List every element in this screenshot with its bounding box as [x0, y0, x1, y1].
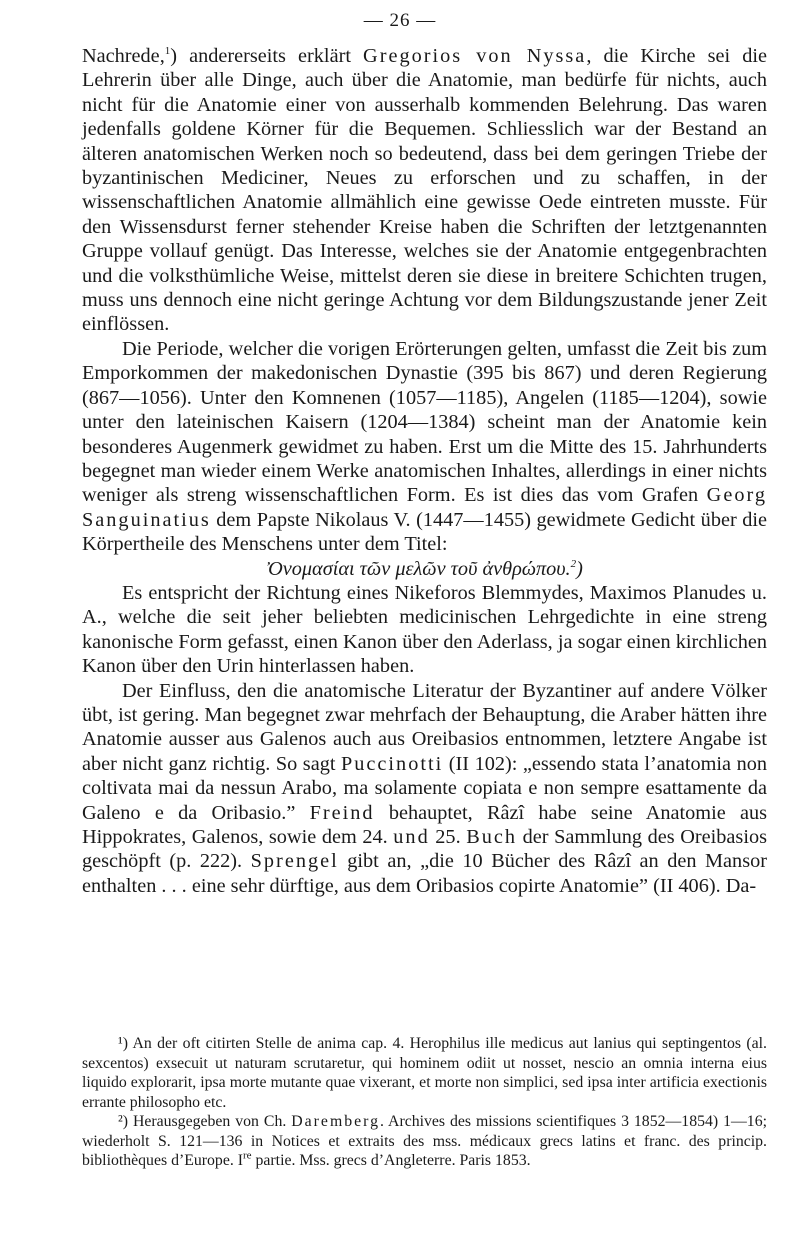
text-run: dem Papste Nikolaus V. (1447—1455) gewidmete Gedicht über die Körpertheile des Menschens unter dem Titel:	[82, 508, 767, 556]
greek-title	[82, 557, 767, 581]
text-run: Ὀνομασίαι τῶν μελῶν τοῦ ἀνθρώπου.	[266, 557, 571, 580]
text-run: Nachrede,	[82, 45, 165, 67]
emphasized-name: Daremberg	[291, 1113, 381, 1130]
footnote	[82, 1034, 767, 1112]
text-run: )	[576, 557, 583, 580]
text-run: . Archives des missions scientifiques 3 1852—1854) 1—16; wiederholt S. 121—136 in Notices et extraits des mss. médicaux grecs latins et franc. des princip. bibliothèques d’Europe. I	[82, 1113, 767, 1169]
emphasized-name: Gregorios von Nyssa	[363, 45, 587, 67]
text-run: behauptet, Râzî habe seine Anatomie aus Hippokrates, Galenos, sowie dem 24.	[82, 801, 767, 848]
text-run: , die Kirche sei die Lehrerin über alle Dinge, auch über die Anatomie, man bedürfe für nichts, auch nicht für die Anatomie einer von ausserhalb kommenden Belehrung. Das waren jedenfalls goldene Körner für die Bequemen. Schliesslich war der Bestand an älteren anatomischen Werken noch so bedeutend, dass bei dem geringen Triebe der byzantinischen Mediciner, Neues zu erforschen und zu schaffen, in der wissenschaftlichen Anatomie allmählich eine gewisse Oede eintreten musste. Für den Wissensdurst ferner stehender Kreise haben die Schriften der letztgenannten Gruppe vollauf genügt. Das Interesse, welches sie der Anatomie entgegenbrachten und die volksthümliche Weise, mittelst deren sie diese in breitere Schichten trugen, muss uns dennoch eine nicht geringe Achtung vor dem Bildungszustande jener Zeit einflössen.	[82, 45, 767, 336]
text-run: ²) Herausgegeben von Ch.	[118, 1113, 292, 1130]
text-run: der Sammlung des Oreibasios geschöpft (p. 222).	[82, 826, 767, 873]
text-run: gibt an, „die 10 Bücher des Râzî an den Mansor enthalten . . . eine sehr dürftige, aus dem Oribasios copirte Anatomie” (II 406). Da-	[82, 850, 767, 897]
footnote	[82, 1112, 767, 1171]
emphasized-name: Buch	[466, 826, 518, 848]
paragraph	[82, 44, 767, 337]
text-run: 25.	[429, 826, 467, 848]
text-run: partie. Mss. grecs d’Angleterre. Paris 1853.	[251, 1152, 531, 1169]
footnotes	[82, 1034, 767, 1171]
emphasized-name: und	[393, 826, 430, 848]
emphasized-name: Sprengel	[250, 850, 339, 873]
text-run: Es entspricht der Richtung eines Nikeforos Blemmydes, Maximos Planudes u. A., welche die seit jeher beliebten medicinischen Lehrgedichte in eine streng kanonische Form gefasst, einen Kanon über den Aderlass, ja sogar einen kirchlichen Kanon über den Urin hinterlassen haben.	[82, 581, 767, 678]
text-run: ¹) An der oft citirten Stelle de anima cap. 4. Herophilus ille medicus aut lanius qui septingentos (al. sexcentos) exsecuit ut naturam scrutaretur, qui hominem odiit ut nosset, nescio an omnia interna eius liquido explorarit, ipsa morte mutante quae vixerant, et morte non simplici, sed ipsa inter artificia exectionis errante philosopho etc.	[82, 1035, 767, 1111]
footnote-marker: 2	[570, 557, 577, 570]
footnote-marker: re	[243, 1149, 252, 1162]
text-run: ) andererseits erklärt	[170, 45, 364, 67]
paragraph	[82, 337, 767, 557]
footnote-marker: 1	[164, 45, 171, 58]
paragraph	[82, 679, 767, 899]
emphasized-name: Puccinotti	[341, 752, 444, 775]
text-run: (II 102): „essendo stata l’anatomia non coltivata mai da nessun Arabo, ma solamente copiata e non sempre esattamente da Galeno e da Oribasio.”	[82, 752, 767, 824]
page-number: — 26 —	[363, 10, 437, 31]
text-run: Die Periode, welcher die vorigen Erörterungen gelten, umfasst die Zeit bis zum Emporkommen der makedonischen Dynastie (395 bis 867) und deren Regierung (867—1056). Unter den Komnenen (1057—1185), Angelen (1185—1204), sowie unter den lateinischen Kaisern (1204—1384) scheint man der Anatomie kein besonderes Augenmerk gewidmet zu haben. Erst um die Mitte des 15. Jahrhunderts begegnet man wieder einem Werke anatomischen Inhaltes, allerdings in einer nichts weniger als streng wissenschaftlichen Form. Es ist dies das vom Grafen	[82, 337, 767, 507]
emphasized-name: Georg Sanguinatius	[82, 484, 767, 531]
text-run: Der Einfluss, den die anatomische Literatur der Byzantiner auf andere Völker übt, ist gering. Man begegnet zwar mehrfach der Behauptung, die Araber hätten ihre Anatomie ausser aus Galenos auch aus Oreibasios entnommen, letztere Angabe ist aber nicht ganz richtig. So sagt	[82, 679, 767, 775]
main-text	[82, 44, 767, 898]
paragraph	[82, 581, 767, 679]
emphasized-name: Freind	[309, 801, 375, 824]
